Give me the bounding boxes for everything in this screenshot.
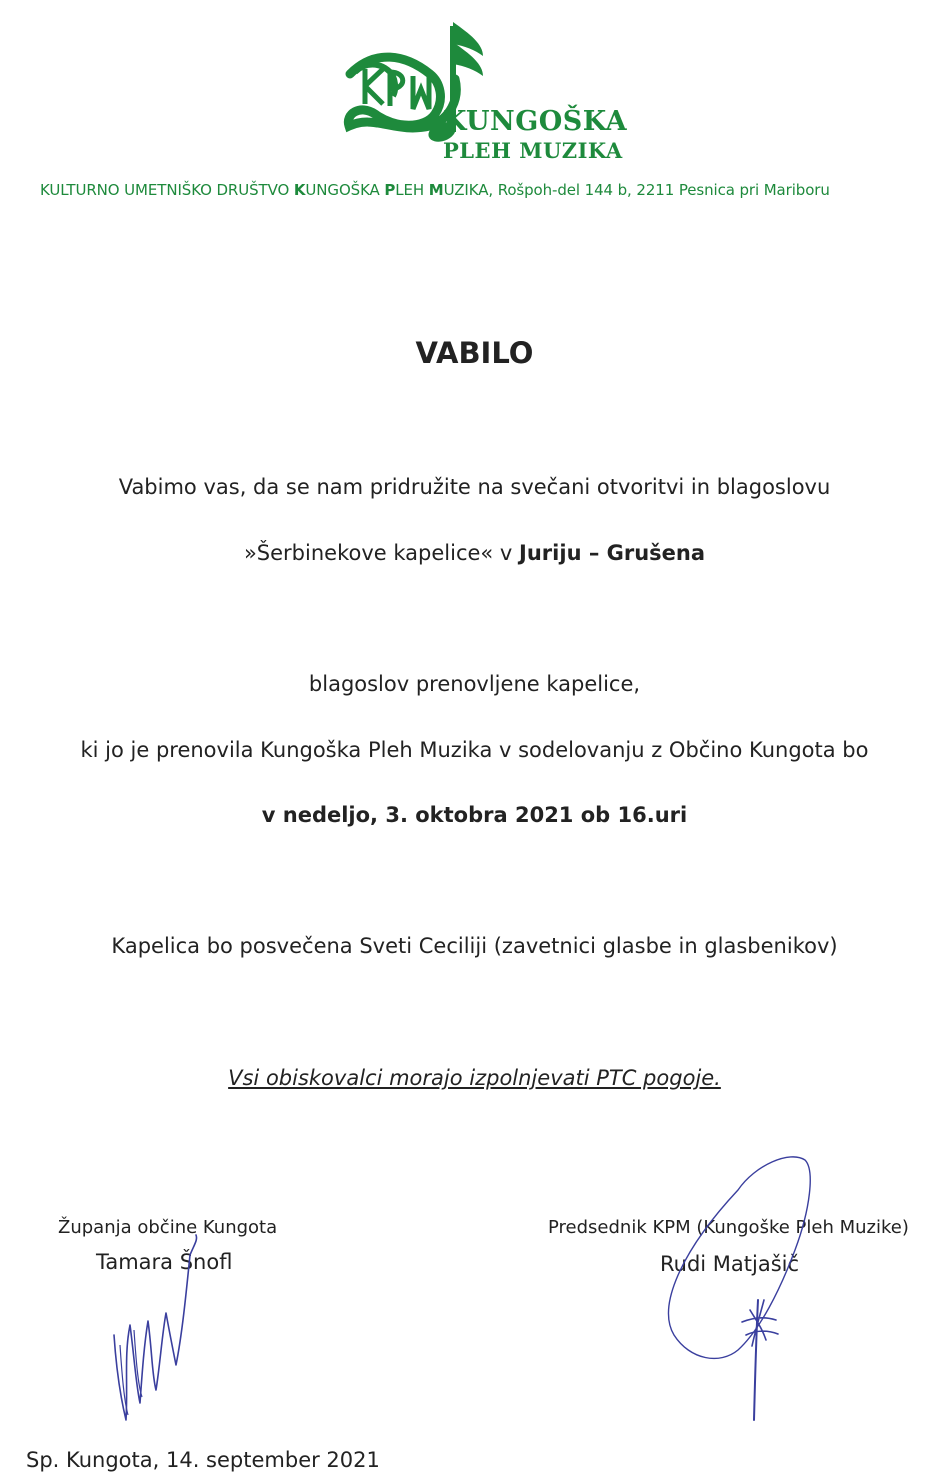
society-prefix: KULTURNO UMETNIŠKO DRUŠTVO xyxy=(40,181,294,199)
right-handwritten-signature xyxy=(660,1150,820,1425)
right-signatory-role: Predsednik KPM (Kungoške Pleh Muzike) xyxy=(548,1217,909,1238)
event-date-time: v nedeljo, 3. oktobra 2021 ob 16.uri xyxy=(261,803,688,827)
invitation-line-4: ki jo je prenovila Kungoška Pleh Muzika v sodelovanju z Občino Kungota bo xyxy=(80,738,869,762)
society-address: , Rošpoh-del 144 b, 2211 Pesnica pri Mariboru xyxy=(488,181,830,199)
society-initial-m: M xyxy=(428,181,444,199)
place-and-date: Sp. Kungota, 14. september 2021 xyxy=(26,1448,380,1472)
society-uzika: UZIKA xyxy=(443,181,489,199)
society-leh: LEH xyxy=(395,181,429,199)
invitation-line-3: blagoslov prenovljene kapelice, xyxy=(308,672,641,696)
dedication-line: Kapelica bo posvečena Sveti Ceciliji (zavetnici glasbe in glasbenikov) xyxy=(111,934,838,958)
society-ungoska: UNGOŠKA xyxy=(305,181,385,199)
society-initial-p: P xyxy=(384,181,396,199)
left-signatory-role: Županja občine Kungota xyxy=(58,1217,278,1238)
ptc-requirement-notice: Vsi obiskovalci morajo izpolnjevati PTC pogoje. xyxy=(228,1066,721,1090)
chapel-name: »Šerbinekove kapelice« v xyxy=(243,541,520,565)
society-initial-k: K xyxy=(293,181,306,199)
invitation-line-1: Vabimo vas, da se nam pridružite na svečani otvoritvi in blagoslovu xyxy=(118,475,831,499)
left-signatory-name: Tamara Šnofl xyxy=(96,1250,233,1274)
document-title: VABILO xyxy=(415,336,534,370)
invitation-line-2 xyxy=(0,541,949,565)
society-address-line xyxy=(40,181,940,199)
right-signatory-name: Rudi Matjašič xyxy=(660,1252,800,1276)
logo-text-kungoska: KUNGOŠKA xyxy=(443,106,628,137)
left-handwritten-signature xyxy=(100,1225,210,1425)
location-name: Juriju – Grušena xyxy=(519,541,706,565)
kpm-logo xyxy=(335,14,645,164)
logo-text-pleh-muzika: PLEH MUZIKA xyxy=(443,138,623,163)
